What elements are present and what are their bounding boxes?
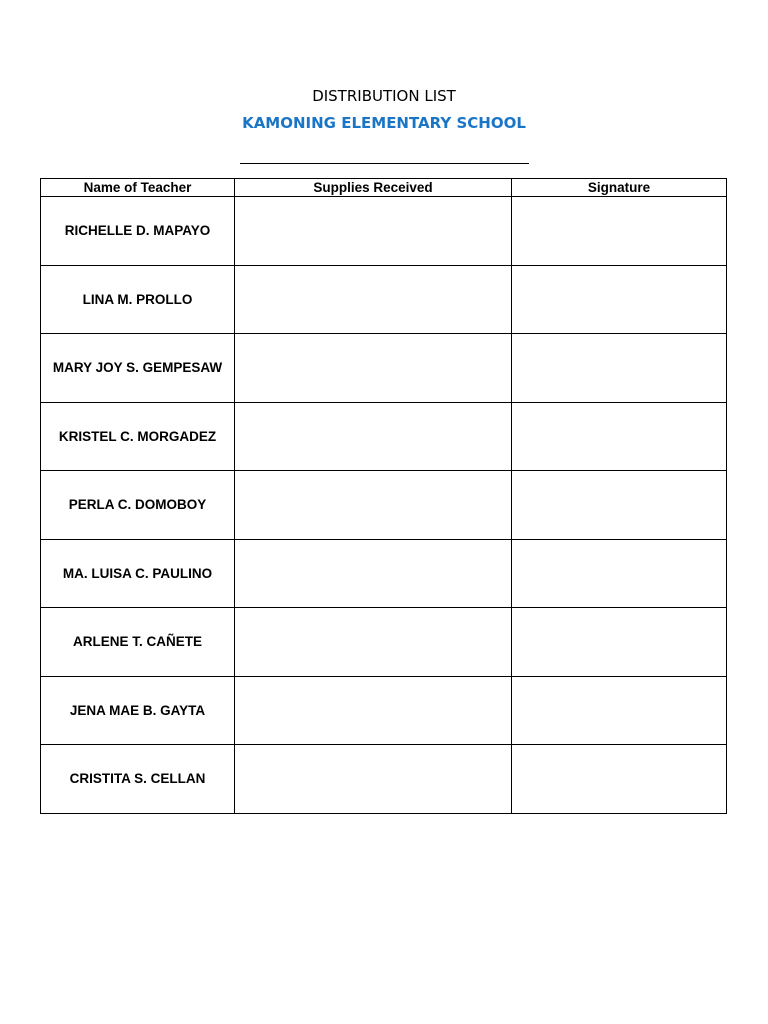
table-row (41, 471, 727, 540)
table-row (41, 197, 727, 266)
signature-cell[interactable] (512, 334, 727, 403)
supplies-received-cell[interactable] (235, 402, 512, 471)
supplies-received-cell[interactable] (235, 197, 512, 266)
supplies-received-cell[interactable] (235, 265, 512, 334)
table-row (41, 539, 727, 608)
table-row (41, 265, 727, 334)
signature-cell[interactable] (512, 539, 727, 608)
teacher-name-cell: JENA MAE B. GAYTA (41, 676, 235, 745)
teacher-name-cell: MARY JOY S. GEMPESAW (41, 334, 235, 403)
supplies-received-cell[interactable] (235, 608, 512, 677)
table-header-row (41, 179, 727, 197)
signature-cell[interactable] (512, 197, 727, 266)
table-row (41, 608, 727, 677)
teacher-name-cell: MA. LUISA C. PAULINO (41, 539, 235, 608)
supplies-received-cell[interactable] (235, 539, 512, 608)
blank-underline (240, 163, 529, 164)
supplies-received-cell[interactable] (235, 676, 512, 745)
signature-cell[interactable] (512, 402, 727, 471)
teacher-name-cell: CRISTITA S. CELLAN (41, 745, 235, 814)
school-name: KAMONING ELEMENTARY SCHOOL (242, 114, 526, 132)
header-supplies-received: Supplies Received (235, 179, 512, 197)
signature-cell[interactable] (512, 265, 727, 334)
distribution-table (40, 178, 727, 814)
signature-cell[interactable] (512, 676, 727, 745)
supplies-received-cell[interactable] (235, 471, 512, 540)
document-title: DISTRIBUTION LIST (312, 87, 456, 105)
teacher-name-cell: RICHELLE D. MAPAYO (41, 197, 235, 266)
teacher-name-cell: PERLA C. DOMOBOY (41, 471, 235, 540)
teacher-name-cell: ARLENE T. CAÑETE (41, 608, 235, 677)
header-name-of-teacher: Name of Teacher (41, 179, 235, 197)
signature-cell[interactable] (512, 745, 727, 814)
teacher-name-cell: LINA M. PROLLO (41, 265, 235, 334)
signature-cell[interactable] (512, 471, 727, 540)
supplies-received-cell[interactable] (235, 334, 512, 403)
table-row (41, 676, 727, 745)
table-row (41, 745, 727, 814)
signature-cell[interactable] (512, 608, 727, 677)
teacher-name-cell: KRISTEL C. MORGADEZ (41, 402, 235, 471)
table-row (41, 402, 727, 471)
supplies-received-cell[interactable] (235, 745, 512, 814)
table-row (41, 334, 727, 403)
header-signature: Signature (512, 179, 727, 197)
